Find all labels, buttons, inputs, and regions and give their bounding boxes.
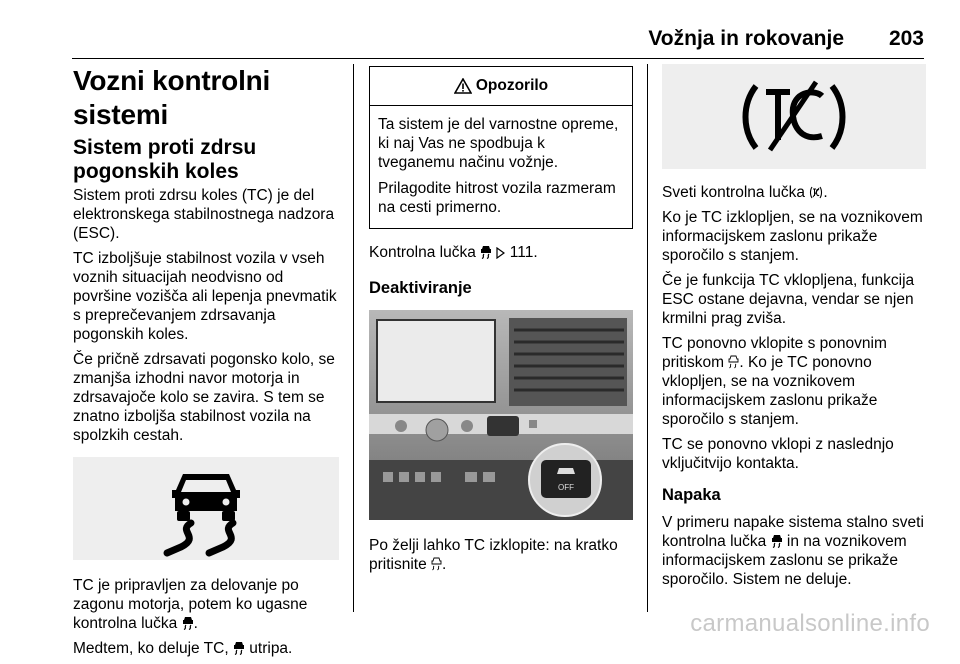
page-reference-arrow-icon <box>496 247 505 259</box>
section-title: Vožnja in rokovanje <box>648 27 844 50</box>
warning-title: Opozorilo <box>475 77 549 94</box>
dashboard-photo <box>369 310 633 520</box>
column-3 <box>662 64 928 595</box>
watermark: carmanualsonline.info <box>690 610 930 637</box>
warning-header <box>370 67 632 106</box>
section-heading: Sistem proti zdrsu pogonskih koles <box>73 136 257 183</box>
paragraph: TC ponovno vklopite s ponovnim pritiskom . Ko je TC ponovno vklopljen, se na voznikovem informacijskem zaslonu prikaže sporočilo s stanjem. <box>662 335 887 428</box>
tc-button-icon <box>431 557 442 571</box>
column-divider <box>647 64 648 612</box>
paragraph: Po želji lahko TC izklopite: na kratko pritisnite . <box>369 537 618 573</box>
paragraph: Če je funkcija TC vklopljena, funkcija ESC ostane dejavna, vendar se njen krmilni prag zviša. <box>662 272 915 327</box>
skid-lamp-figure <box>73 457 339 560</box>
column-2 <box>369 64 633 580</box>
car-skid-icon <box>480 245 492 259</box>
paragraph: Ta sistem je del varnostne opreme, ki naj Vas ne spodbuja k tveganemu načinu vožnje. <box>378 116 619 171</box>
section-heading: Deaktiviranje <box>369 279 472 297</box>
warning-triangle-icon <box>454 78 472 94</box>
tc-off-icon <box>662 64 926 169</box>
tc-button-icon <box>728 355 739 369</box>
paragraph: Medtem, ko deluje TC, utripa. <box>73 640 293 657</box>
paragraph: Prilagodite hitrost vozila razmeram na cesti primerno. <box>378 180 616 216</box>
paragraph: TC se ponovno vklopi z naslednjo vključitvijo kontakta. <box>662 436 894 472</box>
paragraph: Kontrolna lučka 111. <box>369 244 538 261</box>
page-number: 203 <box>888 27 924 50</box>
warning-box <box>369 66 633 229</box>
paragraph: Sistem proti zdrsu koles (TC) je del elektronskega stabilnostnega nadzora (ESC). <box>73 187 335 242</box>
section-heading: Napaka <box>662 486 721 504</box>
paragraph: TC izboljšuje stabilnost vozila v vseh voznih situacijah neodvisno od površine vozišča ali lepenja pnevmatik s preprečevanjem zdrsavanja pogonskih koles. <box>73 250 337 343</box>
paragraph: Ko je TC izklopljen, se na voznikovem informacijskem zaslonu prikaže sporočilo s stanjem. <box>662 209 923 264</box>
car-skid-icon <box>771 534 783 548</box>
page-header <box>72 24 924 59</box>
paragraph: Če pričně zdrsavati pogonsko kolo, se zmanjša izhodni navor motorja in zdrsavajoče kolo se zavira. S tem se znatno izboljša stabilnost vozila na spolzkih cestah. <box>73 351 335 444</box>
paragraph: V primeru napake sistema stalno sveti kontrolna lučka in na voznikovem informacijskem zaslonu se prikaže sporočilo. Sistem ne deluje. <box>662 514 924 588</box>
svg-text:OFF: OFF <box>558 483 574 492</box>
tc-off-figure <box>662 64 926 169</box>
paragraph: TC je pripravljen za delovanje po zagonu motorja, potem ko ugasne kontrolna lučka . <box>73 577 308 632</box>
warning-body <box>370 106 632 228</box>
page-title: Vozni kontrolni sistemi <box>73 65 271 130</box>
column-1 <box>73 64 339 664</box>
car-skid-icon <box>233 641 245 655</box>
car-skid-icon <box>182 616 194 630</box>
column-divider <box>353 64 354 612</box>
paragraph: Sveti kontrolna lučka . <box>662 184 828 201</box>
tc-off-icon <box>809 186 823 199</box>
car-skid-icon <box>73 457 339 560</box>
